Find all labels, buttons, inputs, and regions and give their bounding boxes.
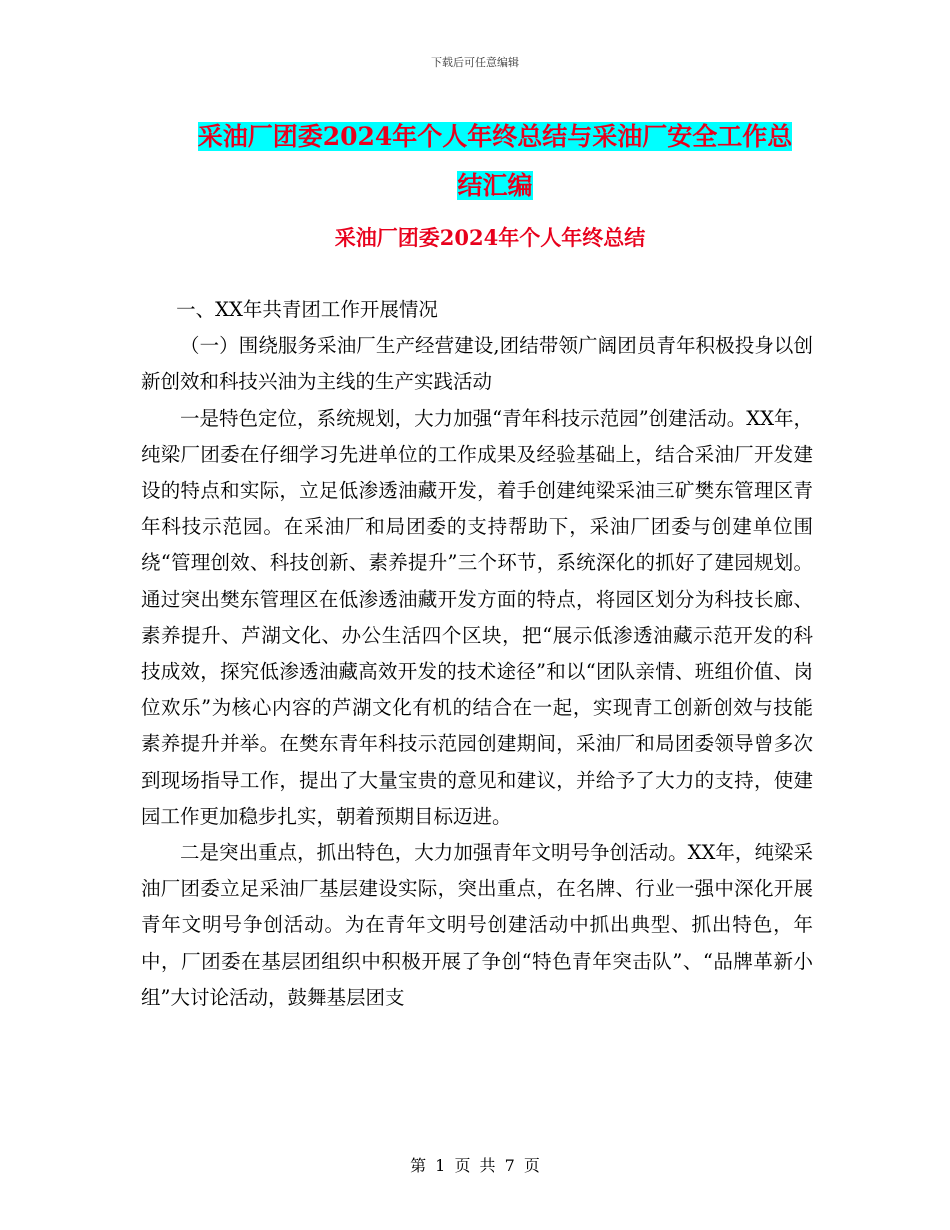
document-title [140,112,850,210]
document-body [141,292,813,1016]
section-title: 采油厂团委2024年个人年终总结 [334,225,646,250]
paragraph-body-1: 一是特色定位，系统规划，大力加强“青年科技示范园”创建活动。XX年，纯梁厂团委在仔细学习先进单位的工作成果及经验基础上，结合采油厂开发建设的特点和实际，立足低渗透油藏开发，着手创建纯梁采油三矿樊东管理区青年科技示范园。在采油厂和局团委的支持帮助下，采油厂团委与创建单位围绕“管理创效、科技创新、素养提升”三个环节，系统深化的抓好了建园规划。通过突出樊东管理区在低渗透油藏开发方面的特点，将园区划分为科技长廊、素养提升、芦湖文化、办公生活四个区块，把“展示低渗透油藏示范开发的科技成效，探究低渗透油藏高效开发的技术途径”和以“团队亲情、班组价值、岗位欢乐”为核心内容的芦湖文化有机的结合在一起，实现青工创新创效与技能素养提升并举。在樊东青年科技示范园创建期间，采油厂和局团委领导曾多次到现场指导工作，提出了大量宝贵的意见和建议，并给予了大力的支持，使建园工作更加稳步扎实，朝着预期目标迈进。 [141,406,813,828]
paragraph-heading-1: 一、XX年共青团工作开展情况 [176,298,438,321]
title-line-1: 采油厂团委2024年个人年终总结与采油厂安全工作总 [197,122,793,151]
title-line-2: 结汇编 [457,171,533,200]
page-header-note: 下载后可任意编辑 [431,56,519,69]
page-number-footer: 第 1 页 共 7 页 [410,1156,540,1175]
paragraph-subheading-1: （一）围绕服务采油厂生产经营建设,团结带领广阔团员青年积极投身以创新创效和科技兴油为主线的生产实践活动 [141,334,813,394]
paragraph-body-2: 二是突出重点，抓出特色，大力加强青年文明号争创活动。XX年，纯梁采油厂团委立足采油厂基层建设实际，突出重点，在名牌、行业一强中深化开展青年文明号争创活动。为在青年文明号创建活动中抓出典型、抓出特色，年中，厂团委在基层团组织中积极开展了争创“特色青年突击队”、“品牌革新小组”大讨论活动，鼓舞基层团支 [141,841,813,1009]
